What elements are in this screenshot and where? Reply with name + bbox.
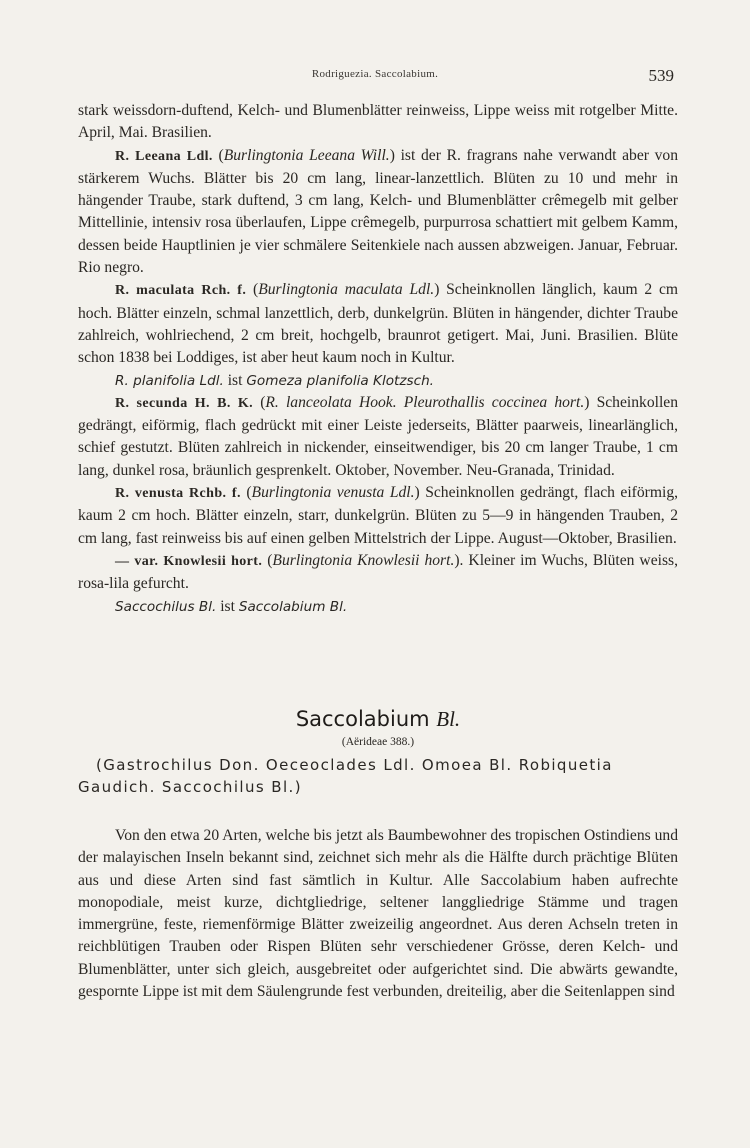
species-name: R. secunda H. B. K. xyxy=(115,395,254,411)
genus-intro-paragraph: Von den etwa 20 Arten, welche bis jetzt als Baumbewohner des tropischen Ostindiens und der malayischen Inseln bekannt sind, zeichnet sich mehr als die Hälfte durch prächtige Blüten aus und diese Arten sind fast sämtlich in Kultur. Alle Saccolabium haben aufrechte monopodiale, meist kurze, dichtgliedrige, seltener langgliedrige Stämme und tragen immergrüne, feste, riemenförmige Blätter zweizeilig angeordnet. Aus deren Achseln treten in reichblütigen Trauben oder Rispen Blüten sehr verschiedener Grösse, deren Kelch- und Blumenblätter, unter sich gleich, ausgebreitet oder aufgerichtet sind. Die abwärts gewandte, gespornte Lippe ist mit dem Säulengrunde fest verbunden, dreiteilig, aber die Seitenlappen sind xyxy=(78,827,678,1001)
cross-reference-planifolia xyxy=(78,370,678,392)
genus-name: Saccolabium xyxy=(295,707,437,731)
paren-open: ( xyxy=(262,551,273,569)
genus-author: Bl. xyxy=(436,707,461,731)
paren-open: ( xyxy=(240,484,252,502)
genus-section-header xyxy=(78,707,678,798)
variety-name: — var. Knowlesii hort. xyxy=(115,553,263,569)
variety-synonym: Burlingtonia Knowlesii hort. xyxy=(272,551,455,569)
species-entry-maculata xyxy=(78,279,678,369)
cross-reference-saccochilus xyxy=(78,596,678,618)
variety-entry-knowlesii xyxy=(78,550,678,596)
species-description: ) Scheinkollen gedrängt, eiförmig, flach gedrückt mit einer Leiste jederseits, Blätter paarweis, linearlänglich, schief gestutzt. Blüten zahlreich in nickender, einseitwendiger, bis 20 cm langer Traube, 1 cm lang, dunkel rosa, bräunlich gesprenkelt. Oktober, November. Neu-Granada, Trinidad. xyxy=(78,393,678,479)
page-number: 539 xyxy=(648,66,674,85)
species-synonym: Burlingtonia maculata Ldl. xyxy=(258,281,435,299)
paren-open: ( xyxy=(212,146,224,164)
species-synonym: R. lanceolata Hook. Pleurothallis coccinea hort. xyxy=(265,393,585,411)
species-entry-secunda xyxy=(78,392,678,482)
species-entry-leeana xyxy=(78,145,678,280)
genus-tribe: (Aërideae 388.) xyxy=(341,736,415,748)
species-description: ) Scheinknollen länglich, kaum 2 cm hoch. Blätter einzeln, schmal lanzettlich, derb, dunkelgrün. Blüten in hängender, dichter Traube zahlreich, wohlriechend, 2 cm breit, hochgelb, braunrot getigert. Mai, Juni. Brasilien. Blüte schon 1838 bei Loddiges, ist aber heut kaum noch in Kultur. xyxy=(78,281,678,367)
species-synonym: Burlingtonia venusta Ldl. xyxy=(251,484,415,502)
running-head: Rodriguezia. Saccolabium. xyxy=(311,68,439,80)
variety-description: ). Kleiner im Wuchs, Blüten weiss, rosa-lila gefurcht. xyxy=(78,551,678,593)
continuation-paragraph: stark weissdorn-duftend, Kelch- und Blumenblätter reinweiss, Lippe weiss mit rotgelber Mitte. April, Mai. Brasilien. xyxy=(78,102,678,142)
genus-synonyms: (Gastrochilus Don. Oeceoclades Ldl. Omoea Bl. Robiquetia Gaudich. Saccochilus Bl.) xyxy=(78,756,613,796)
reference-target: Saccolabium Bl. xyxy=(238,598,348,615)
reference-target: Gomeza planifolia Klotzsch. xyxy=(246,372,435,389)
paren-open: ( xyxy=(253,393,266,411)
paren-open: ( xyxy=(246,281,259,299)
reference-name: Saccochilus Bl. xyxy=(115,598,217,615)
species-description: ) ist der R. fragrans nahe verwandt aber von stärkerem Wuchs. Blätter bis 20 cm lang, linear-lanzettlich. Blüten zu 10 und mehr in hängender Traube, stark duftend, 3 cm lang, Kelch- und Blumenblätter crêmegelb mit gelber Mittellinie, intensiv rosa überlaufen, Lippe crêmegelb, purpurrosa schattiert mit gelbem Kamm, dessen beide Hauptlinien je vier schmälere Seitenkiele nach aussen abzweigen. Januar, Februar. Rio negro. xyxy=(78,146,679,277)
page-header xyxy=(0,66,750,90)
reference-connector: ist xyxy=(223,371,247,389)
species-list xyxy=(78,100,678,618)
genus-title xyxy=(78,707,678,732)
reference-connector: ist xyxy=(216,597,239,615)
species-description: ) Scheinknollen gedrängt, flach eiförmig, kaum 2 cm hoch. Blätter einzeln, starr, dunkelgrün. Blüten zu 5—9 in hängenden Trauben, 2 cm lang, fast reinweiss bis auf einen gelben Mittelstrich der Lippe. August—Oktober, Brasilien. xyxy=(78,484,679,547)
species-name: R. venusta Rchb. f. xyxy=(115,486,241,502)
species-entry-venusta xyxy=(78,482,678,550)
reference-name: R. planifolia Ldl. xyxy=(115,372,224,389)
species-name: R. maculata Rch. f. xyxy=(115,283,247,299)
species-name: R. Leeana Ldl. xyxy=(115,148,213,164)
species-synonym: Burlingtonia Leeana Will. xyxy=(223,146,390,164)
